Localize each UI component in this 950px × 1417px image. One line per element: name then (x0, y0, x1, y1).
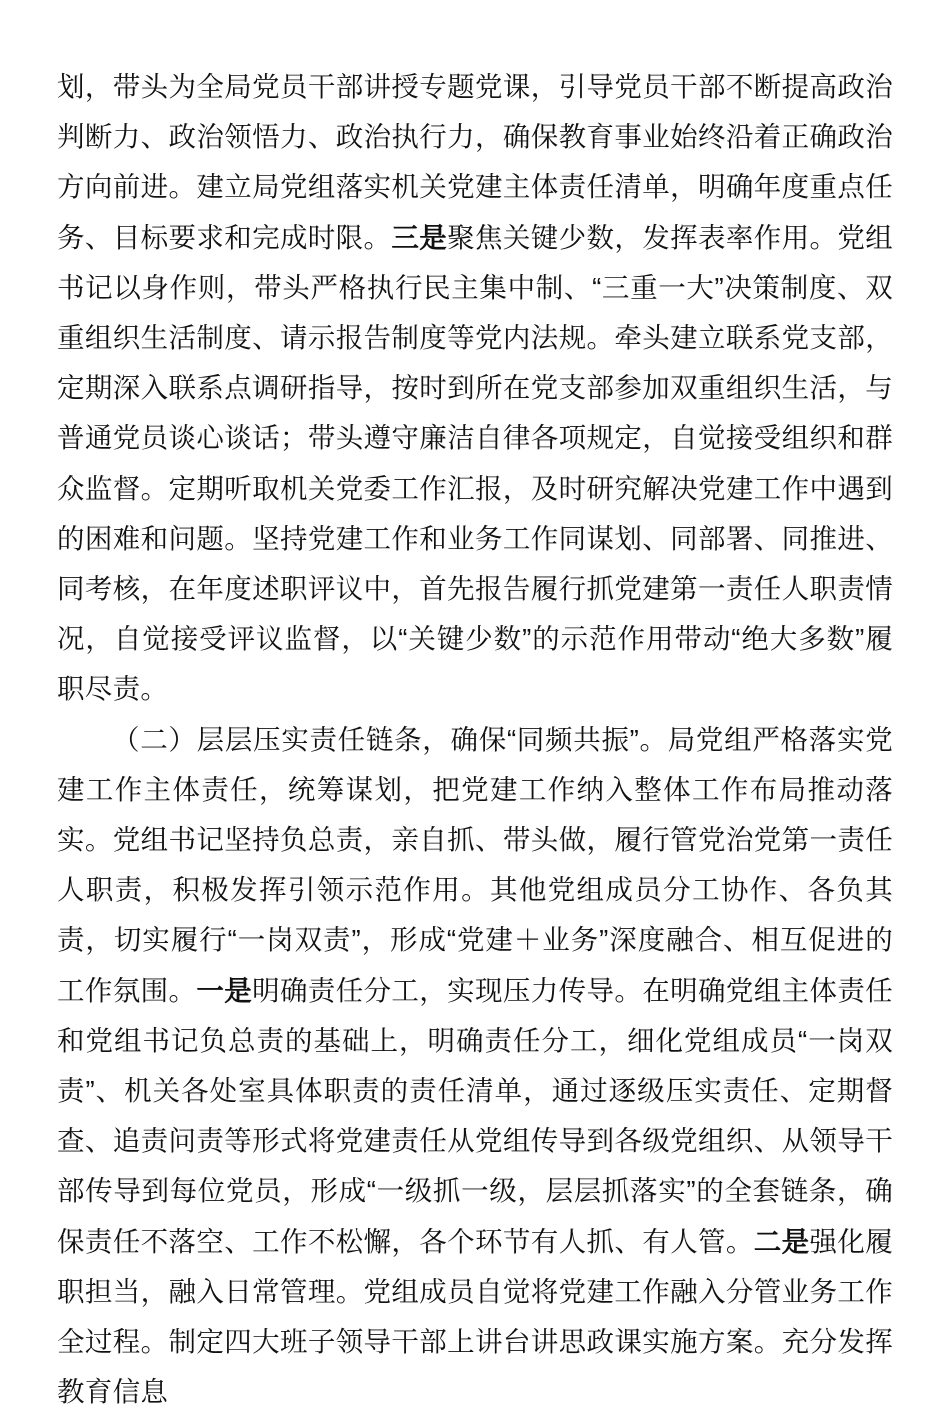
text-run: （二）层层压实责任链条，确保“同频共振”。局党组严格落实党建工作主体责任，统筹谋划，把党建工作纳入整体工作布局推动落实。党组书记坚持负总责，亲自抓、带头做，履行管党治党第一责任人职责，积极发挥引领示范作用。其他党组成员分工协作、各负其责，切实履行“一岗双责”，形成“党建＋业务”深度融合、相互促进的工作氛围。 (57, 723, 893, 1006)
text-run: 划，带头为全局党员干部讲授专题党课，引导党员干部不断提高政治判断力、政治领悟力、政治执行力，确保教育事业始终沿着正确政治方向前进。建立局党组落实机关党建主体责任清单，明确年度重点任务、目标要求和完成时限。 (57, 71, 893, 253)
text-run: 明确责任分工，实现压力传导。在明确党组主体责任和党组书记负总责的基础上，明确责任分工，细化党组成员“一岗双责”、机关各处室具体职责的责任清单，通过逐级压实责任、定期督查、追责问责等形式将党建责任从党组传导到各级党组织、从领导干部传导到每位党员，形成“一级抓一级，层层抓落实”的全套链条，确保责任不落空、工作不松懈，各个环节有人抓、有人管。 (57, 974, 893, 1257)
text-run: 强化履职担当，融入日常管理。党组成员自觉将党建工作融入分管业务工作全过程。制定四大班子领导干部上讲台讲思政课实施方案。充分发挥教育信息 (57, 1225, 894, 1408)
para-section-2 (57, 715, 893, 1417)
emphasis-run: 二是 (753, 1225, 810, 1257)
text-run: 聚焦关键少数，发挥表率作用。党组书记以身作则，带头严格执行民主集中制、“三重一大”决策制度、双重组织生活制度、请示报告制度等党内法规。牵头建立联系党支部，定期深入联系点调研指导，按时到所在党支部参加双重组织生活，与普通党员谈心谈话；带头遵守廉洁自律各项规定，自觉接受组织和群众监督。定期听取机关党委工作汇报，及时研究解决党建工作中遇到的困难和问题。坚持党建工作和业务工作同谋划、同部署、同推进、同考核，在年度述职评议中，首先报告履行抓党建第一责任人职责情况，自觉接受评议监督，以“关键少数”的示范作用带动“绝大多数”履职尽责。 (57, 221, 893, 705)
para-continued-1 (57, 62, 893, 715)
emphasis-run: 三是 (391, 221, 448, 253)
emphasis-run: 一是 (196, 974, 253, 1006)
document-body (57, 62, 893, 1417)
